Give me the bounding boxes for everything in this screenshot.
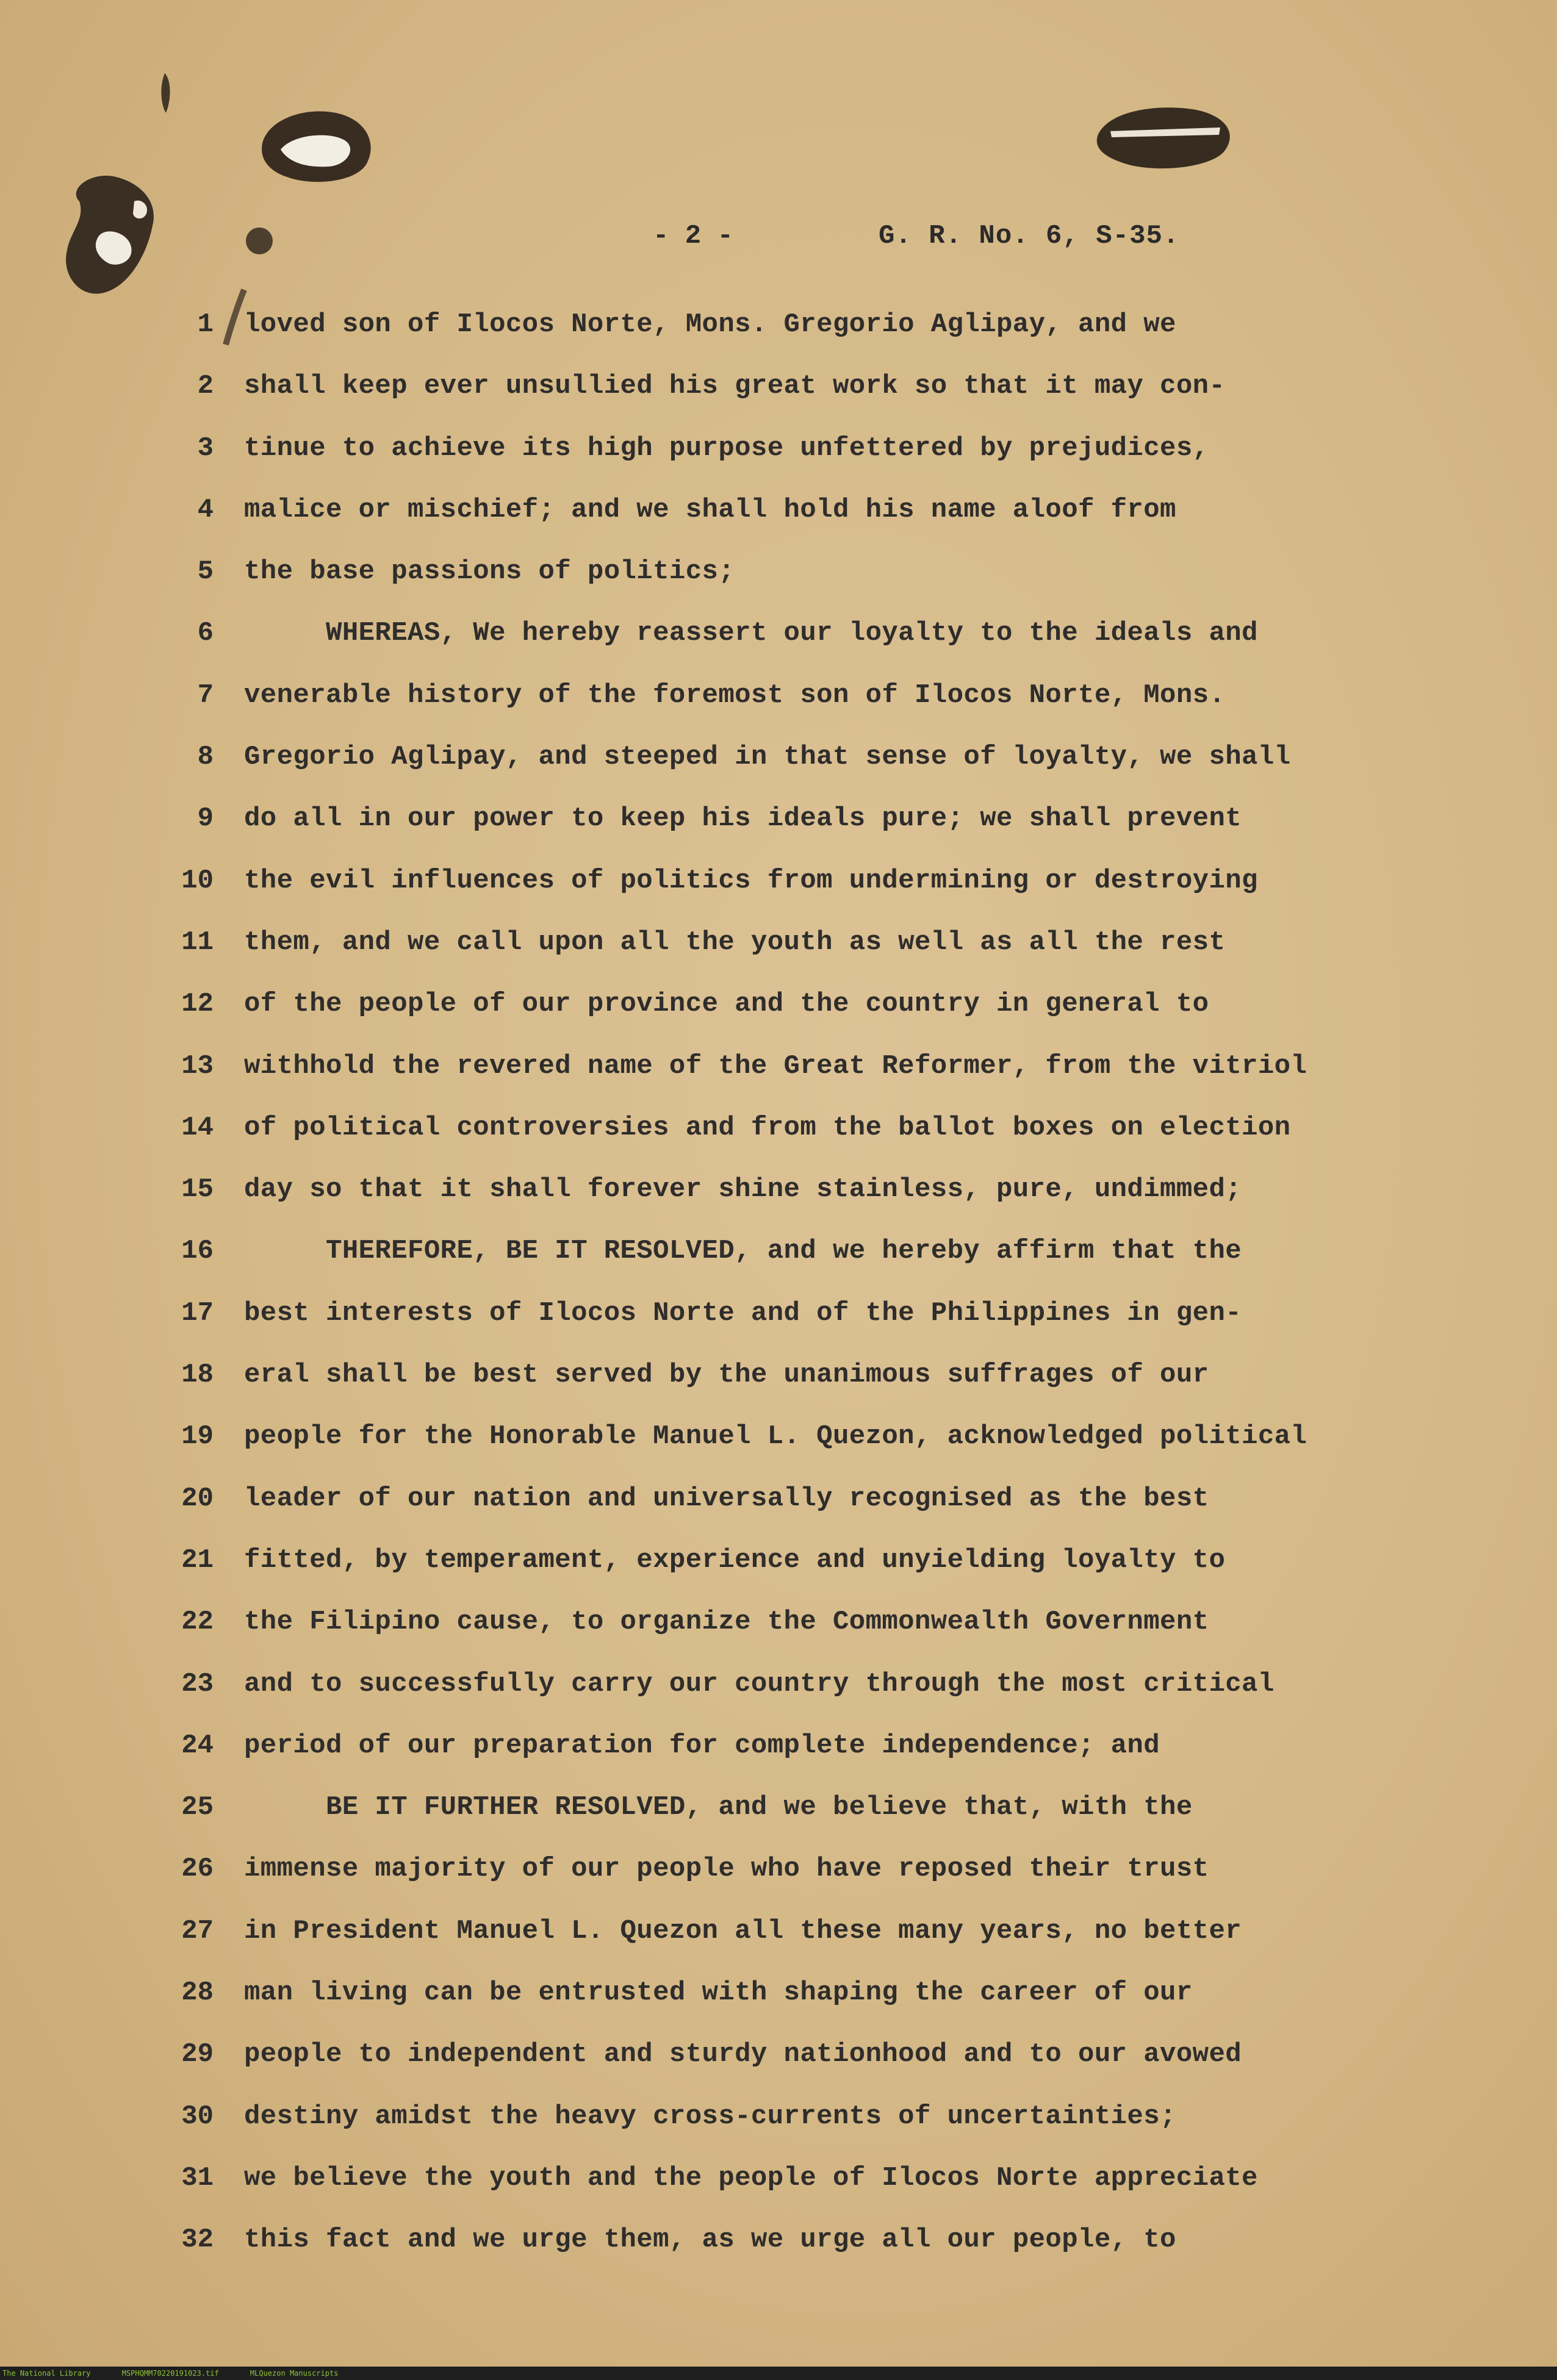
- line-text: Gregorio Aglipay, and steeped in that sense of loyalty, we shall: [244, 742, 1291, 773]
- text-line: [0, 1357, 1557, 1418]
- line-text: we believe the youth and the people of Ilocos Norte appreciate: [244, 2162, 1258, 2193]
- line-number: 4: [197, 494, 214, 525]
- text-line: [0, 739, 1557, 800]
- footer-file: MSPHQMM70220191023.tif: [121, 2369, 219, 2378]
- line-text: eral shall be best served by the unanimous suffrages of our: [244, 1360, 1209, 1391]
- text-line: [0, 2036, 1557, 2098]
- line-number: 8: [197, 742, 214, 773]
- line-number: 15: [181, 1174, 214, 1205]
- text-line: [0, 368, 1557, 429]
- line-text: tinue to achieve its high purpose unfettered by prejudices,: [244, 432, 1209, 464]
- line-text: period of our preparation for complete independence; and: [244, 1730, 1160, 1761]
- text-line: [0, 677, 1557, 739]
- line-text: the Filipino cause, to organize the Commonwealth Government: [244, 1607, 1209, 1638]
- text-line: [0, 1109, 1557, 1171]
- text-line: [0, 1418, 1557, 1480]
- text-line: [0, 1851, 1557, 1912]
- line-number: 29: [181, 2039, 214, 2070]
- line-number: 12: [181, 989, 214, 1020]
- line-text: WHEREAS, We hereby reassert our loyalty to the ideals and: [244, 618, 1258, 649]
- line-number: 26: [181, 1854, 214, 1885]
- line-number: 17: [181, 1297, 214, 1328]
- text-line: [0, 1542, 1557, 1604]
- line-number: 24: [181, 1730, 214, 1761]
- line-number: 30: [181, 2101, 214, 2132]
- line-number: 1: [197, 309, 214, 340]
- line-number: 32: [181, 2224, 214, 2256]
- line-number: 31: [181, 2162, 214, 2193]
- line-text: malice or mischief; and we shall hold his name aloof from: [244, 494, 1176, 525]
- line-text: day so that it shall forever shine stainless, pure, undimmed;: [244, 1174, 1242, 1205]
- line-number: 18: [181, 1360, 214, 1391]
- line-number: 13: [181, 1050, 214, 1081]
- line-text: loved son of Ilocos Norte, Mons. Gregorio Aglipay, and we: [244, 309, 1176, 340]
- text-line: [0, 1974, 1557, 2036]
- line-number: 7: [197, 679, 214, 711]
- line-number: 27: [181, 1915, 214, 1946]
- line-text: people for the Honorable Manuel L. Quezon, acknowledged political: [244, 1421, 1307, 1452]
- line-text: BE IT FURTHER RESOLVED, and we believe that, with the: [244, 1792, 1193, 1823]
- line-number: 14: [181, 1112, 214, 1143]
- text-line: [0, 306, 1557, 368]
- line-number: 28: [181, 1977, 214, 2009]
- line-number: 22: [181, 1607, 214, 1638]
- footer-collection: MLQuezon Manuscripts: [250, 2369, 339, 2378]
- numbered-text-body: [0, 306, 1557, 2284]
- line-number: 19: [181, 1421, 214, 1452]
- line-text: venerable history of the foremost son of Ilocos Norte, Mons.: [244, 679, 1226, 711]
- line-text: THEREFORE, BE IT RESOLVED, and we hereby affirm that the: [244, 1236, 1242, 1267]
- line-text: destiny amidst the heavy cross-currents of uncertainties;: [244, 2101, 1176, 2132]
- line-text: them, and we call upon all the youth as well as all the rest: [244, 927, 1226, 958]
- text-line: [0, 1233, 1557, 1294]
- text-line: [0, 1171, 1557, 1233]
- text-line: [0, 2221, 1557, 2283]
- line-text: people to independent and sturdy nationhood and to our avowed: [244, 2039, 1242, 2070]
- line-text: do all in our power to keep his ideals pure; we shall prevent: [244, 803, 1242, 834]
- text-line: [0, 986, 1557, 1047]
- line-text: shall keep ever unsullied his great work so that it may con-: [244, 371, 1226, 402]
- line-text: the base passions of politics;: [244, 556, 735, 587]
- line-text: leader of our nation and universally recognised as the best: [244, 1483, 1209, 1514]
- line-text: best interests of Ilocos Norte and of the Philippines in gen-: [244, 1297, 1242, 1328]
- line-text: man living can be entrusted with shaping the career of our: [244, 1977, 1193, 2009]
- line-text: of political controversies and from the ballot boxes on election: [244, 1112, 1291, 1143]
- text-line: [0, 862, 1557, 924]
- text-line: [0, 430, 1557, 492]
- ink-spot-small: [153, 70, 177, 119]
- text-line: [0, 1480, 1557, 1542]
- text-line: [0, 1727, 1557, 1789]
- line-number: 25: [181, 1792, 214, 1823]
- line-text: the evil influences of politics from undermining or destroying: [244, 865, 1258, 896]
- text-line: [0, 1048, 1557, 1109]
- text-line: [0, 924, 1557, 986]
- text-line: [0, 1604, 1557, 1665]
- line-text: of the people of our province and the country in general to: [244, 989, 1209, 1020]
- text-line: [0, 1913, 1557, 1974]
- line-number: 3: [197, 432, 214, 464]
- text-line: [0, 615, 1557, 676]
- line-text: withhold the revered name of the Great Reformer, from the vitriol: [244, 1050, 1307, 1081]
- text-line: [0, 492, 1557, 553]
- line-number: 23: [181, 1668, 214, 1699]
- line-number: 11: [181, 927, 214, 958]
- text-line: [0, 1666, 1557, 1727]
- footer-library: The National Library: [2, 2369, 91, 2378]
- line-number: 20: [181, 1483, 214, 1514]
- burn-stain-top-left-2: [256, 107, 378, 186]
- text-line: [0, 2098, 1557, 2160]
- resolution-reference: G. R. No. 6, S-35.: [879, 221, 1180, 251]
- line-number: 21: [181, 1544, 214, 1575]
- line-number: 5: [197, 556, 214, 587]
- line-text: this fact and we urge them, as we urge all our people, to: [244, 2224, 1176, 2256]
- line-text: and to successfully carry our country through the most critical: [244, 1668, 1275, 1699]
- line-text: immense majority of our people who have reposed their trust: [244, 1854, 1209, 1885]
- text-line: [0, 1789, 1557, 1851]
- line-number: 9: [197, 803, 214, 834]
- line-number: 10: [181, 865, 214, 896]
- line-number: 16: [181, 1236, 214, 1267]
- text-line: [0, 2160, 1557, 2221]
- line-text: in President Manuel L. Quezon all these many years, no better: [244, 1915, 1242, 1946]
- burn-stain-top-right: [1092, 101, 1239, 174]
- line-text: fitted, by temperament, experience and unyielding loyalty to: [244, 1544, 1226, 1575]
- line-number: 2: [197, 371, 214, 402]
- page-header: [0, 221, 1557, 257]
- text-line: [0, 800, 1557, 862]
- page-number: - 2 -: [653, 221, 734, 251]
- text-line: [0, 1295, 1557, 1357]
- text-line: [0, 553, 1557, 615]
- line-number: 6: [197, 618, 214, 649]
- scan-footer: [0, 2367, 1557, 2380]
